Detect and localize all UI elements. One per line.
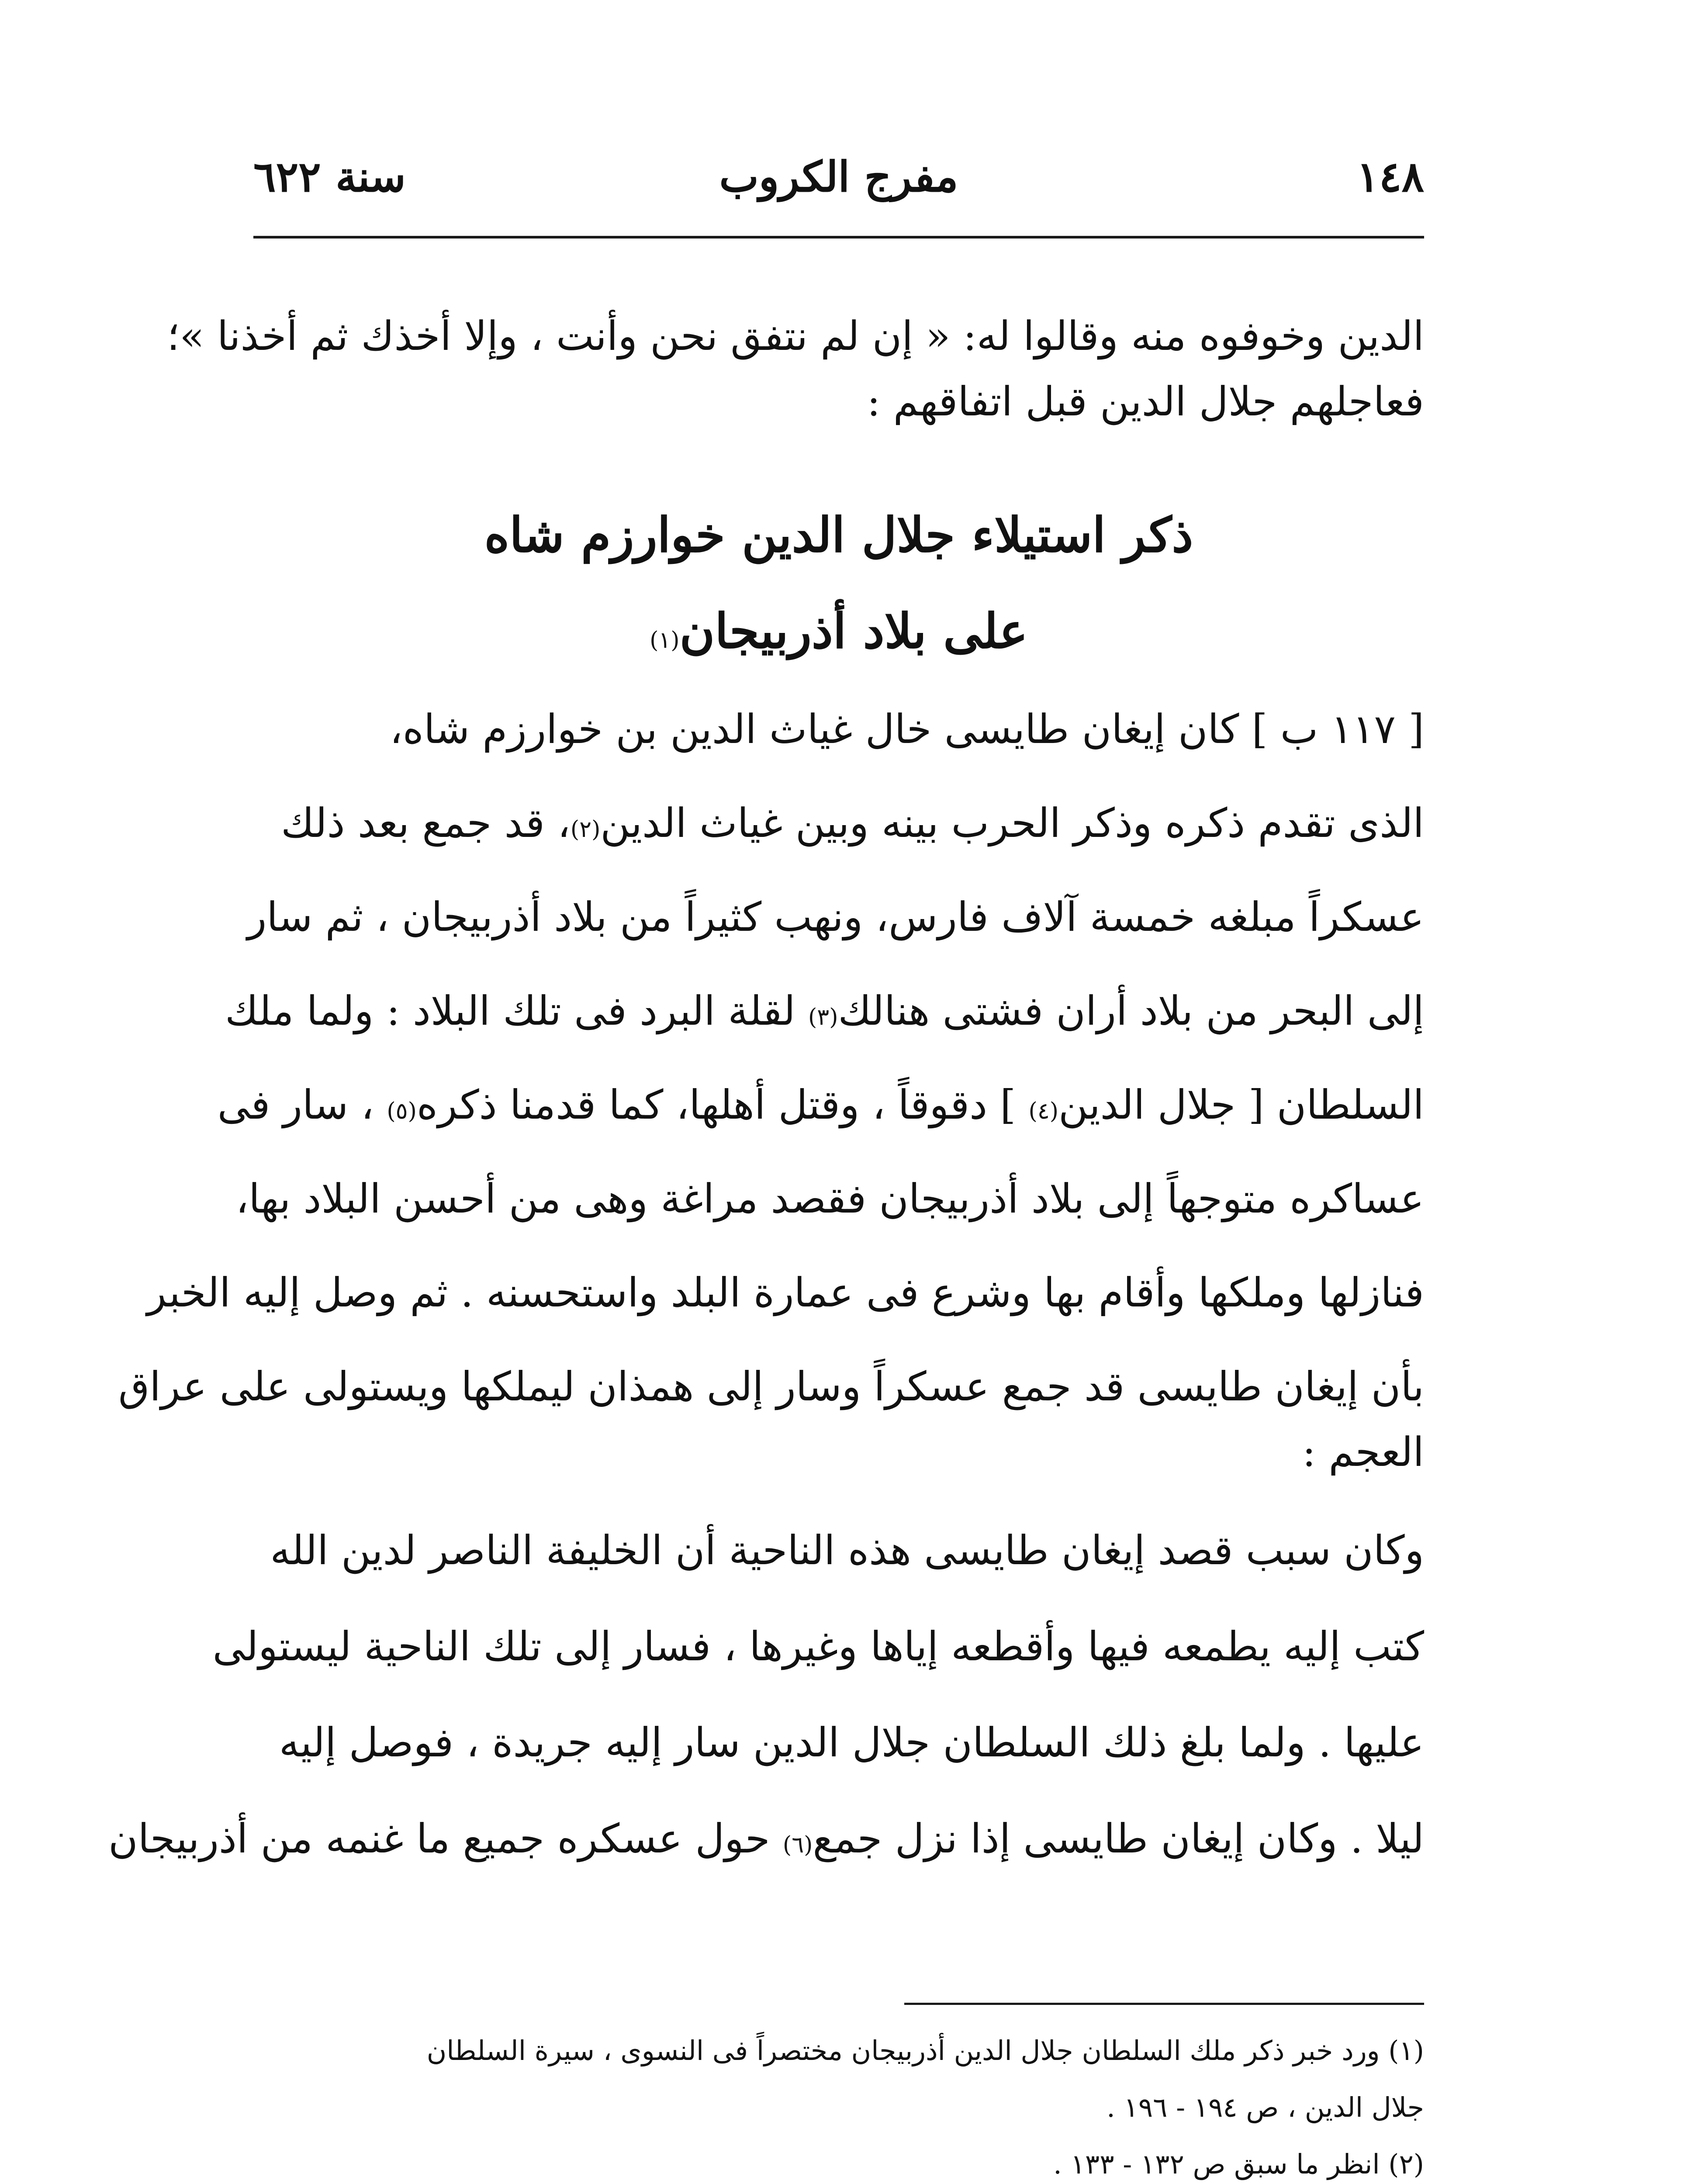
text-segment: حول عسكره جميع ما غنمه من أذربيجان [108, 1815, 783, 1862]
text-segment: ] دقوقاً ، وقتل أهلها، كما قدمنا ذكره [416, 1082, 1029, 1128]
heading-text: على بلاد أذربيجان [679, 603, 1028, 659]
running-header [253, 144, 1424, 210]
running-title: مفرج الكروب [719, 152, 958, 201]
intro-text [167, 306, 1424, 437]
paragraph-1 [118, 699, 1424, 1476]
footnote: (٢) انظر ما سبق ص ١٣٢ - ١٣٣ . [1053, 2148, 1424, 2180]
footnote-marker: (٦) [782, 1832, 813, 1858]
text-segment: ليلا . وكان إيغان طايسى إذا نزل جمع [813, 1815, 1424, 1862]
text-line: الدين وخوفوه منه وقالوا له: « إن لم نتفق نحن وأنت ، وإلا أخذك ثم أخذنا »؛ [167, 313, 1424, 359]
text-line: عسكراً مبلغه خمسة آلاف فارس، ونهب كثيراً من بلاد أذربيجان ، ثم سار [247, 894, 1424, 940]
footnote-marker: (٣) [808, 1004, 838, 1030]
footnote-marker: (٥) [387, 1098, 417, 1124]
text-line [253, 793, 1424, 854]
footnote-marker: (٢) [570, 816, 601, 843]
section-heading-line-1: ذكر استيلاء جلال الدين خوارزم شاه [484, 507, 1193, 563]
running-year: سنة ٦٢٢ [253, 152, 406, 201]
text-line: العجم : [1302, 1429, 1424, 1476]
text-segment: الذى تقدم ذكره وذكر الحرب بينه وبين غياث الدين [600, 800, 1424, 847]
section-heading-line-2 [253, 594, 1424, 668]
text-line [108, 1808, 1424, 1870]
footnote: جلال الدين ، ص ١٩٤ - ١٩٦ . [1107, 2091, 1424, 2123]
text-line: بأن إيغان طايسى قد جمع عسكراً وسار إلى همذان ليملكها ويستولى على عراق [118, 1363, 1424, 1410]
footnote-marker: (٤) [1028, 1098, 1059, 1124]
text-segment: السلطان [ جلال الدين [1058, 1082, 1424, 1128]
text-segment: إلى البحر من بلاد أران فشتى هنالك [838, 988, 1424, 1034]
paragraph-2 [108, 1520, 1424, 1957]
text-line: كتب إليه يطمعه فيها وأقطعه إياها وغيرها ، فسار إلى تلك الناحية ليستولى [212, 1623, 1424, 1670]
footnote-marker: (١) [650, 627, 680, 653]
footnote: (١) ورد خبر ذكر ملك السلطان جلال الدين أذربيجان مختصراً فى النسوى ، سيرة السلطان [426, 2035, 1424, 2067]
header-rule [253, 236, 1424, 238]
text-segment: لقلة البرد فى تلك البلاد : ولما ملك [225, 988, 808, 1034]
text-line: فنازلها وملكها وأقام بها وشرع فى عمارة البلد واستحسنه . ثم وصل إليه الخبر [147, 1269, 1424, 1316]
footnote-rule [904, 2003, 1424, 2005]
page-number: ١٤٨ [1356, 152, 1424, 201]
text-segment: ، سار فى [217, 1082, 387, 1128]
text-line [225, 981, 1424, 1042]
text-line: عليها . ولما بلغ ذلك السلطان جلال الدين سار إليه جريدة ، فوصل إليه [279, 1719, 1424, 1766]
text-line: فعاجلهم جلال الدين قبل اتفاقهم : [867, 378, 1424, 425]
text-line: [ ١١٧ ب ] كان إيغان طايسى خال غياث الدين بن خوارزم شاه، [390, 706, 1424, 753]
text-line: وكان سبب قصد إيغان طايسى هذه الناحية أن الخليفة الناصر لدين الله [270, 1527, 1424, 1574]
text-line [217, 1075, 1424, 1136]
text-line: عساكره متوجهاً إلى بلاد أذربيجان فقصد مراغة وهى من أحسن البلاد بها، [235, 1175, 1424, 1222]
text-segment: ، قد جمع بعد ذلك [281, 800, 571, 847]
